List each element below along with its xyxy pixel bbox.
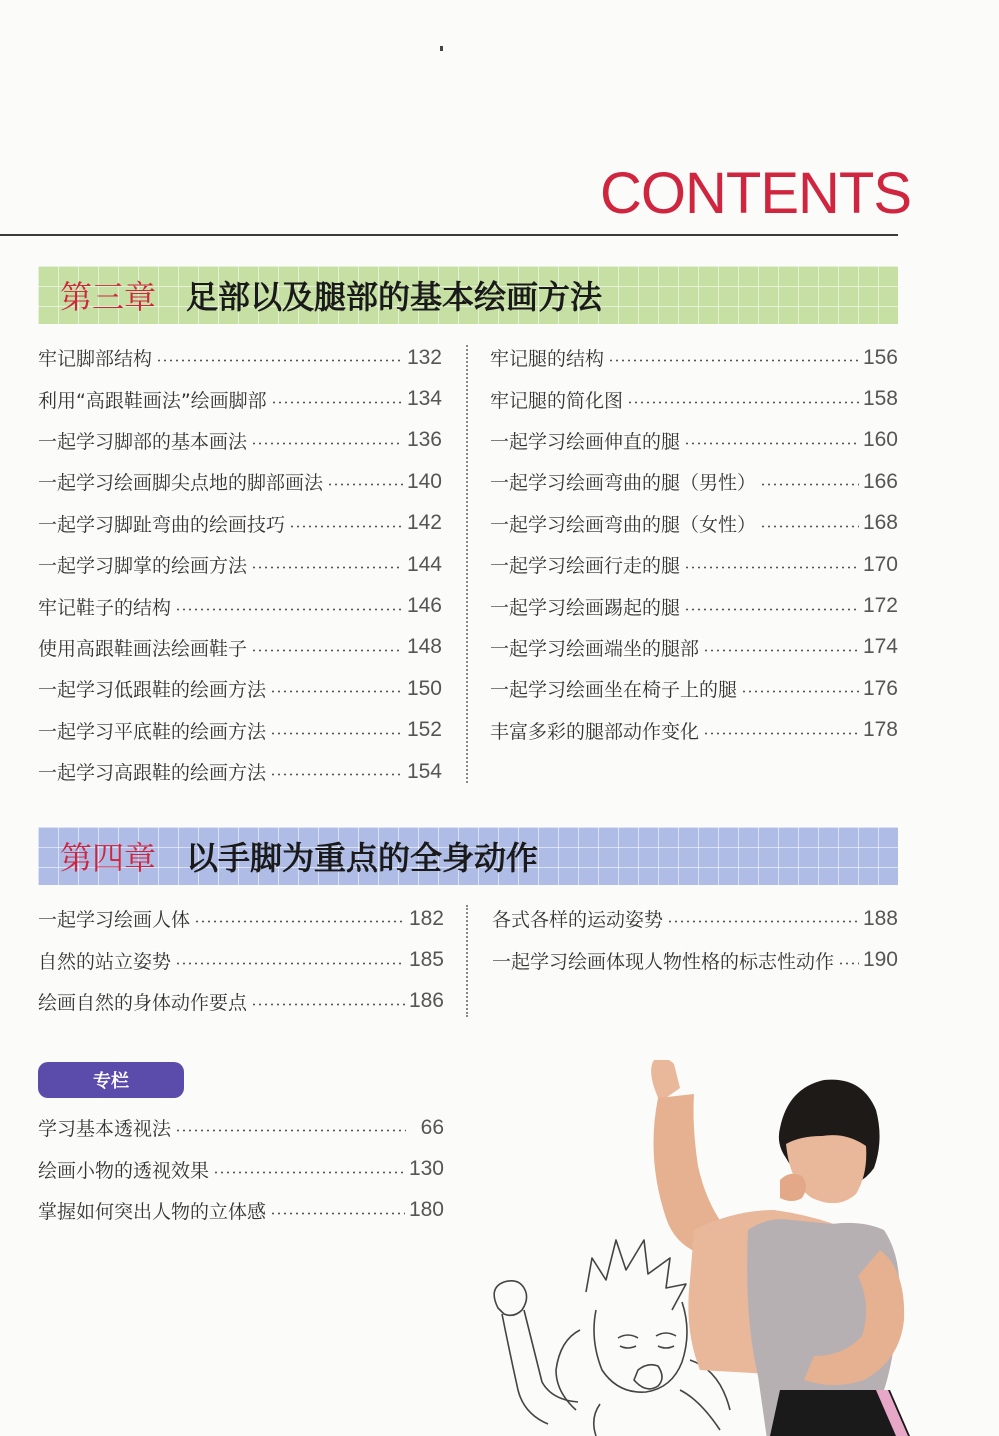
toc-leader-dots	[741, 690, 859, 693]
toc-entry-label: 掌握如何突出人物的立体感	[38, 1200, 267, 1223]
toc-leader-dots	[667, 920, 859, 923]
toc-entry-page: 185	[408, 948, 444, 972]
toc-entry-page: 176	[862, 676, 898, 700]
toc-entry-page: 186	[408, 989, 444, 1013]
toc-entry-label: 一起学习绘画端坐的腿部	[490, 637, 700, 660]
toc-leader-dots	[251, 566, 403, 569]
toc-entry-page: 178	[862, 718, 898, 742]
toc-leader-dots	[289, 525, 403, 528]
toc-entry[interactable]	[38, 1148, 444, 1189]
chapter4-title: 以手脚为重点的全身动作	[186, 839, 539, 877]
toc-entry[interactable]	[490, 378, 898, 419]
toc-entry[interactable]	[490, 461, 898, 502]
toc-entry-label: 一起学习平底鞋的绘画方法	[38, 720, 267, 743]
toc-entry[interactable]	[490, 668, 898, 709]
toc-entry-label: 学习基本透视法	[38, 1118, 172, 1141]
chapter4-banner	[38, 827, 898, 885]
toc-leader-dots	[684, 608, 859, 611]
toc-entry-label: 一起学习脚掌的绘画方法	[38, 555, 248, 578]
toc-leader-dots	[270, 773, 403, 776]
toc-leader-dots	[838, 962, 859, 965]
toc-entry[interactable]	[38, 503, 442, 544]
toc-entry[interactable]	[38, 751, 442, 792]
toc-entry-page: 190	[862, 948, 898, 972]
toc-leader-dots	[251, 1003, 405, 1006]
toc-entry-page: 166	[862, 469, 898, 493]
toc-entry-label: 牢记鞋子的结构	[38, 596, 172, 619]
toc-entry[interactable]	[38, 668, 442, 709]
toc-entry-page: 156	[862, 345, 898, 369]
toc-leader-dots	[251, 649, 403, 652]
toc-entry-page: 132	[406, 345, 442, 369]
toc-entry-label: 一起学习脚趾弯曲的绘画技巧	[38, 513, 286, 536]
toc-entry[interactable]	[38, 898, 444, 939]
toc-entry-label: 一起学习脚部的基本画法	[38, 430, 248, 453]
toc-leader-dots	[270, 1212, 405, 1215]
toc-entry-label: 绘画小物的透视效果	[38, 1159, 210, 1182]
chapter4-right-list	[492, 898, 898, 981]
toc-entry-page: 180	[408, 1198, 444, 1222]
toc-leader-dots	[760, 525, 859, 528]
chapter4-number: 第四章	[60, 839, 157, 877]
toc-leader-dots	[760, 483, 859, 486]
toc-entry-page: 170	[862, 552, 898, 576]
toc-entry-label: 一起学习绘画弯曲的腿（女性）	[490, 513, 757, 536]
toc-leader-dots	[627, 401, 859, 404]
chapter4-divider	[466, 905, 468, 1017]
toc-leader-dots	[703, 732, 859, 735]
toc-entry-label: 牢记腿的结构	[490, 348, 605, 371]
toc-entry-page: 152	[406, 718, 442, 742]
photo-person	[651, 1060, 910, 1436]
toc-entry[interactable]	[38, 710, 442, 751]
toc-leader-dots	[327, 483, 403, 486]
toc-entry-label: 绘画自然的身体动作要点	[38, 991, 248, 1014]
toc-leader-dots	[684, 442, 859, 445]
toc-entry-label: 牢记腿的简化图	[490, 389, 624, 412]
toc-entry-page: 146	[406, 594, 442, 618]
toc-entry-page: 148	[406, 635, 442, 659]
toc-entry-page: 154	[406, 759, 442, 783]
toc-leader-dots	[703, 649, 859, 652]
toc-leader-dots	[684, 566, 859, 569]
toc-entry-label: 一起学习绘画踢起的腿	[490, 596, 681, 619]
toc-entry-page: 66	[420, 1115, 444, 1139]
toc-entry-page: 142	[406, 511, 442, 535]
toc-entry-label: 一起学习绘画体现人物性格的标志性动作	[492, 950, 835, 973]
toc-entry-page: 174	[862, 635, 898, 659]
toc-entry[interactable]	[38, 420, 442, 461]
toc-leader-dots	[270, 690, 403, 693]
toc-entry-page: 182	[408, 906, 444, 930]
toc-entry-label: 一起学习绘画人体	[38, 909, 191, 932]
toc-entry[interactable]	[38, 1190, 444, 1231]
toc-entry[interactable]	[490, 337, 898, 378]
toc-entry-label: 使用高跟鞋画法绘画鞋子	[38, 637, 248, 660]
toc-leader-dots	[175, 608, 403, 611]
toc-entry-page: 160	[862, 428, 898, 452]
toc-leader-dots	[251, 442, 403, 445]
column-badge: 专栏	[38, 1062, 184, 1098]
toc-entry-label: 自然的站立姿势	[38, 950, 172, 973]
toc-leader-dots	[213, 1171, 405, 1174]
toc-entry-label: 一起学习绘画行走的腿	[490, 555, 681, 578]
toc-entry-label: 各式各样的运动姿势	[492, 909, 664, 932]
toc-entry-page: 168	[862, 511, 898, 535]
illustration-figure	[480, 1060, 999, 1436]
chapter3-left-list	[38, 337, 442, 792]
toc-entry-label: 一起学习绘画坐在椅子上的腿	[490, 679, 738, 702]
toc-entry-label: 一起学习高跟鞋的绘画方法	[38, 762, 267, 785]
page-title: CONTENTS	[600, 161, 911, 226]
toc-entry[interactable]	[38, 627, 442, 668]
scan-speck	[440, 46, 443, 51]
toc-entry-label: 牢记脚部结构	[38, 348, 153, 371]
toc-entry[interactable]	[38, 378, 442, 419]
toc-entry-page: 140	[406, 469, 442, 493]
toc-entry[interactable]	[492, 939, 898, 980]
toc-entry-label: 一起学习绘画弯曲的腿（男性）	[490, 472, 757, 495]
toc-entry-label: 一起学习绘画脚尖点地的脚部画法	[38, 472, 324, 495]
toc-entry[interactable]	[490, 503, 898, 544]
toc-entry-label: 一起学习绘画伸直的腿	[490, 430, 681, 453]
toc-entry[interactable]	[38, 939, 444, 980]
toc-entry[interactable]	[38, 585, 442, 626]
toc-entry-label: 利用“高跟鞋画法”绘画脚部	[38, 389, 267, 412]
toc-leader-dots	[608, 359, 859, 362]
toc-entry[interactable]	[38, 981, 444, 1022]
column-list	[38, 1107, 444, 1231]
toc-entry-label: 丰富多彩的腿部动作变化	[490, 720, 700, 743]
toc-entry-page: 172	[862, 594, 898, 618]
toc-entry[interactable]	[490, 627, 898, 668]
toc-entry[interactable]	[38, 461, 442, 502]
chapter3-divider	[466, 345, 468, 783]
toc-leader-dots	[175, 962, 405, 965]
chapter3-right-list	[490, 337, 898, 751]
chapter3-title: 足部以及腿部的基本绘画方法	[186, 278, 603, 316]
toc-entry-page: 188	[862, 906, 898, 930]
toc-entry[interactable]	[490, 585, 898, 626]
toc-entry[interactable]	[38, 337, 442, 378]
toc-leader-dots	[270, 732, 403, 735]
toc-entry[interactable]	[492, 898, 898, 939]
toc-leader-dots	[156, 359, 403, 362]
chapter3-number: 第三章	[60, 278, 157, 316]
toc-leader-dots	[194, 920, 405, 923]
toc-entry-page: 134	[406, 387, 442, 411]
toc-leader-dots	[271, 401, 403, 404]
toc-entry-page: 136	[406, 428, 442, 452]
toc-entry-page: 144	[406, 552, 442, 576]
toc-entry-page: 150	[406, 676, 442, 700]
toc-entry-page: 130	[408, 1157, 444, 1181]
toc-entry-page: 158	[862, 387, 898, 411]
chapter4-left-list	[38, 898, 444, 1022]
toc-entry[interactable]	[490, 544, 898, 585]
chapter3-banner	[38, 266, 898, 324]
toc-entry[interactable]	[38, 1107, 444, 1148]
toc-entry-label: 一起学习低跟鞋的绘画方法	[38, 679, 267, 702]
toc-entry[interactable]	[490, 710, 898, 751]
toc-entry[interactable]	[490, 420, 898, 461]
header-rule	[0, 234, 898, 236]
toc-entry[interactable]	[38, 544, 442, 585]
toc-leader-dots	[175, 1129, 406, 1132]
